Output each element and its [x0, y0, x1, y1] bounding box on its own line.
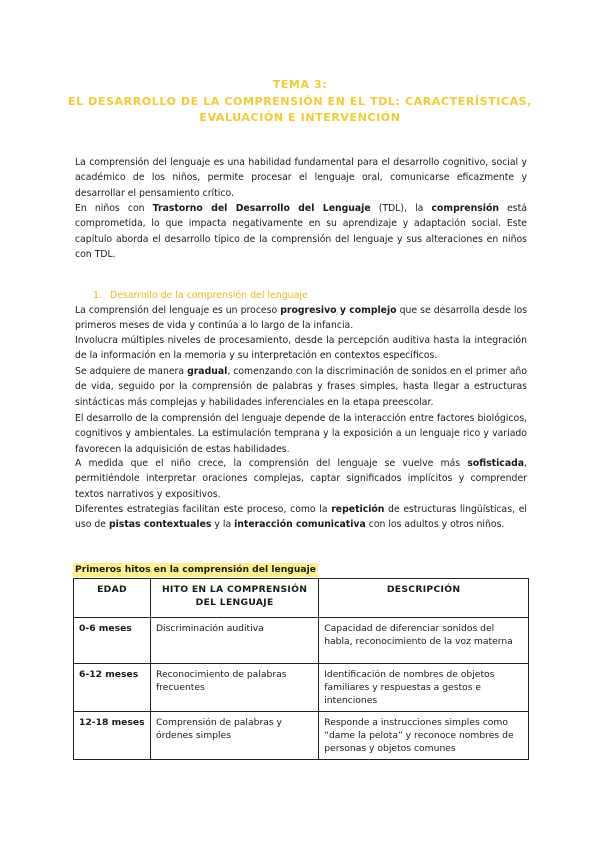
section-paragraph-3: [75, 364, 527, 410]
chapter-title-line-2: EVALUACIÓN E INTERVENCIÓN: [199, 111, 401, 124]
section-paragraph-1: [75, 303, 527, 334]
text-run: y la: [211, 519, 235, 531]
cell-edad: 12-18 meses: [74, 712, 151, 760]
text-run: En niños con: [75, 203, 153, 214]
section-paragraph-5: [75, 456, 527, 502]
cell-hito: Discriminación auditiva: [150, 618, 318, 664]
cell-descripcion: Capacidad de diferenciar sonidos del habla, reconocimiento de la voz materna: [319, 618, 529, 664]
text-run: que se desarrolla desde los primeros meses de vida y continúa a lo largo de la infancia.: [75, 305, 527, 332]
table-header-row: [74, 579, 529, 618]
intro-paragraph-2: [75, 201, 527, 263]
table-row: [74, 618, 529, 664]
bold-term: gradual: [187, 366, 228, 377]
text-run: con los adultos y otros niños.: [365, 519, 505, 531]
milestones-table: [73, 578, 529, 760]
section-paragraph-6: [75, 502, 527, 533]
cell-hito: Comprensión de palabras y órdenes simples: [150, 712, 318, 760]
section-number: 1.: [93, 290, 102, 301]
bold-term: Trastorno del Desarrollo del Lenguaje: [152, 203, 371, 214]
text-run: Se adquiere de manera: [75, 366, 188, 377]
chapter-number: TEMA 3:: [272, 78, 328, 91]
header-edad: EDAD: [74, 579, 151, 618]
bold-term: pistas contextuales: [108, 519, 212, 531]
bold-term: interacción comunicativa: [234, 519, 366, 531]
text-run: está comprometida, lo que impacta negativamente en su aprendizaje y adaptación social. Este capítulo aborda el desarrollo típico de la comprensión del lenguaje y sus alteraciones en niños con TDL.: [75, 203, 527, 261]
text-run: A medida que el niño crece, la comprensión del lenguaje se vuelve más: [75, 458, 468, 469]
section-paragraph-2: Involucra múltiples niveles de procesamiento, desde la percepción auditiva hasta la integración de la información en la memoria y su interpretación en contextos específicos.: [75, 335, 527, 362]
section-heading-text: Desarrollo de la comprensión del lenguaje: [109, 290, 308, 301]
text-run: , permitiéndole interpretar oraciones complejas, captar significados implícitos y comprender textos narrativos y expositivos.: [75, 458, 527, 500]
section-heading: [93, 290, 308, 301]
cell-descripcion: Responde a instrucciones simples como “dame la pelota” y reconoce nombres de personas y objetos comunes: [319, 712, 529, 760]
section-paragraph-4: El desarrollo de la comprensión del lenguaje depende de la interacción entre factores biológicos, cognitivos y ambientales. La estimulación temprana y la exposición a un lenguaje rico y variado favorecen la adquisición de estas habilidades.: [75, 413, 527, 455]
table-row: [74, 712, 529, 760]
text-run: La comprensión del lenguaje es un proceso: [75, 305, 281, 316]
bold-term: progresivo y complejo: [280, 305, 397, 316]
intro-paragraph-1: La comprensión del lenguaje es una habilidad fundamental para el desarrollo cognitivo, social y académico de los niños, permite procesar el lenguaje oral, comunicarse eficazmente y desarrollar el pensamiento crítico.: [75, 157, 527, 199]
cell-hito: Reconocimiento de palabras frecuentes: [150, 664, 318, 712]
cell-edad: 6-12 meses: [74, 664, 151, 712]
table-row: [74, 664, 529, 712]
table-caption: Primeros hitos en la comprensión del lenguaje: [75, 564, 316, 575]
bold-term: repetición: [331, 504, 385, 515]
chapter-title-line-1: EL DESARROLLO DE LA COMPRENSIÓN EN EL TDL: CARACTERÍSTICAS,: [68, 95, 532, 108]
bold-term: comprensión: [431, 203, 499, 214]
text-run: , comenzando con la discriminación de sonidos en el primer año de vida, seguido por la comprensión de palabras y frases simples, hasta llegar a estructuras sintácticas más complejas y habilidades inferenciales en la etapa preescolar.: [75, 366, 528, 408]
text-run: (TDL), la: [370, 203, 432, 214]
text-run: de estructuras lingüísticas, el uso de: [75, 504, 527, 531]
header-hito: HITO EN LA COMPRENSIÓN DEL LENGUAJE: [150, 579, 318, 618]
text-run: Diferentes estrategias facilitan este proceso, como la: [75, 504, 332, 515]
bold-term: sofisticada: [467, 458, 525, 469]
cell-descripcion: Identificación de nombres de objetos familiares y respuestas a gestos e intenciones: [319, 664, 529, 712]
cell-edad: 0-6 meses: [74, 618, 151, 664]
header-descripcion: DESCRIPCIÓN: [319, 579, 529, 618]
